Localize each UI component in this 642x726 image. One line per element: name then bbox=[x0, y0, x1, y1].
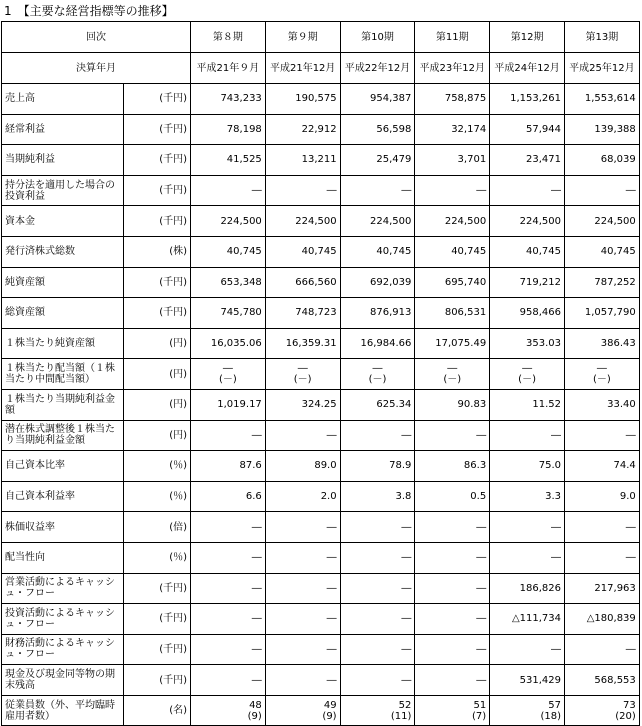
table-row bbox=[2, 359, 640, 390]
row-unit: (名) bbox=[124, 695, 191, 726]
value-cell: 68,039 bbox=[564, 145, 639, 176]
value-cell: 40,745 bbox=[490, 236, 565, 267]
value-cell bbox=[191, 359, 266, 390]
row-label: １株当たり当期純利益金額 bbox=[2, 389, 124, 420]
period-cell: 第９期 bbox=[265, 22, 340, 53]
value-cell: ― bbox=[191, 175, 266, 206]
value-cell: 3.3 bbox=[490, 481, 565, 512]
value-cell bbox=[564, 359, 639, 390]
row-label: 財務活動によるキャッシュ・フロー bbox=[2, 634, 124, 665]
value-cell: 40,745 bbox=[191, 236, 266, 267]
value-cell: 40,745 bbox=[564, 236, 639, 267]
fiscal-date-cell: 平成24年12月 bbox=[490, 53, 565, 84]
table-row bbox=[2, 267, 640, 298]
table-row bbox=[2, 114, 640, 145]
value-cell: 16,035.06 bbox=[191, 328, 266, 359]
value-cell: 3.8 bbox=[340, 481, 415, 512]
value-sub: (20) bbox=[615, 710, 636, 722]
value-cell: ― bbox=[564, 175, 639, 206]
row-unit: (円) bbox=[124, 328, 191, 359]
value-cell bbox=[415, 359, 490, 390]
value-cell: ― bbox=[191, 665, 266, 696]
period-header-row bbox=[2, 22, 640, 53]
value-cell: ― bbox=[564, 512, 639, 543]
row-unit: (千円) bbox=[124, 206, 191, 237]
value-sub: (11) bbox=[390, 710, 412, 722]
value-cell: △180,839 bbox=[564, 604, 639, 635]
value-cell: ― bbox=[265, 573, 340, 604]
period-cell: 第12期 bbox=[490, 22, 565, 53]
value-cell bbox=[191, 695, 266, 726]
value-cell: 1,057,790 bbox=[564, 298, 639, 329]
value-cell: 186,826 bbox=[490, 573, 565, 604]
value-cell: ― bbox=[490, 542, 565, 573]
row-label: 資本金 bbox=[2, 206, 124, 237]
table-row bbox=[2, 695, 640, 726]
value-cell: 16,984.66 bbox=[340, 328, 415, 359]
fiscal-date-cell: 平成22年12月 bbox=[340, 53, 415, 84]
row-label: 投資活動によるキャッシュ・フロー bbox=[2, 604, 124, 635]
value-cell: ― bbox=[265, 512, 340, 543]
value-cell: ― bbox=[340, 573, 415, 604]
value-cell: ― bbox=[415, 420, 490, 451]
value-cell: 386.43 bbox=[564, 328, 639, 359]
value-cell: ― bbox=[564, 420, 639, 451]
row-unit: (％) bbox=[124, 481, 191, 512]
value-cell: ― bbox=[340, 175, 415, 206]
value-cell: 22,912 bbox=[265, 114, 340, 145]
value-cell: ― bbox=[340, 665, 415, 696]
row-label: 経常利益 bbox=[2, 114, 124, 145]
value-cell: 74.4 bbox=[564, 451, 639, 482]
value-cell: 353.03 bbox=[490, 328, 565, 359]
value-cell: 139,388 bbox=[564, 114, 639, 145]
value-cell: 958,466 bbox=[490, 298, 565, 329]
row-unit: (千円) bbox=[124, 604, 191, 635]
value-main: 52 bbox=[398, 699, 412, 711]
value-cell: ― bbox=[265, 604, 340, 635]
value-cell: 32,174 bbox=[415, 114, 490, 145]
value-cell: 87.6 bbox=[191, 451, 266, 482]
table-row bbox=[2, 573, 640, 604]
value-main: ― bbox=[596, 363, 607, 375]
period-cell: 第10期 bbox=[340, 22, 415, 53]
period-cell: 第13期 bbox=[564, 22, 639, 53]
row-unit: (円) bbox=[124, 359, 191, 390]
value-sub: (－) bbox=[293, 374, 312, 386]
value-cell: ― bbox=[340, 634, 415, 665]
value-cell: 23,471 bbox=[490, 145, 565, 176]
value-cell: 16,359.31 bbox=[265, 328, 340, 359]
value-cell: △111,734 bbox=[490, 604, 565, 635]
row-unit: (千円) bbox=[124, 145, 191, 176]
value-cell: ― bbox=[191, 604, 266, 635]
table-row bbox=[2, 604, 640, 635]
row-unit: (千円) bbox=[124, 267, 191, 298]
table-row bbox=[2, 389, 640, 420]
value-sub: (9) bbox=[247, 710, 262, 722]
value-cell bbox=[265, 695, 340, 726]
value-cell: 745,780 bbox=[191, 298, 266, 329]
value-main: 49 bbox=[323, 699, 337, 711]
value-cell bbox=[265, 359, 340, 390]
row-unit: (倍) bbox=[124, 512, 191, 543]
value-cell bbox=[564, 695, 639, 726]
row-label: 持分法を適用した場合の投資利益 bbox=[2, 175, 124, 206]
value-cell: 86.3 bbox=[415, 451, 490, 482]
value-main: ― bbox=[372, 363, 383, 375]
value-cell: ― bbox=[265, 175, 340, 206]
row-unit: (千円) bbox=[124, 573, 191, 604]
row-label: 株価収益率 bbox=[2, 512, 124, 543]
value-cell: ― bbox=[265, 634, 340, 665]
value-cell: 719,212 bbox=[490, 267, 565, 298]
fiscal-date-cell: 平成23年12月 bbox=[415, 53, 490, 84]
table-row bbox=[2, 451, 640, 482]
value-cell: ― bbox=[340, 542, 415, 573]
value-cell: 224,500 bbox=[490, 206, 565, 237]
value-cell: 324.25 bbox=[265, 389, 340, 420]
value-cell: ― bbox=[415, 573, 490, 604]
row-label: 潜在株式調整後１株当たり当期純利益金額 bbox=[2, 420, 124, 451]
section-heading: 1 【主要な経営指標等の推移】 bbox=[4, 4, 174, 18]
value-cell: ― bbox=[265, 542, 340, 573]
table-row bbox=[2, 145, 640, 176]
value-cell: ― bbox=[191, 420, 266, 451]
value-cell: 748,723 bbox=[265, 298, 340, 329]
value-cell: ― bbox=[191, 512, 266, 543]
value-cell: ― bbox=[191, 573, 266, 604]
value-cell: ― bbox=[415, 542, 490, 573]
value-cell: ― bbox=[340, 604, 415, 635]
value-cell bbox=[490, 359, 565, 390]
value-cell: 217,963 bbox=[564, 573, 639, 604]
value-cell: 806,531 bbox=[415, 298, 490, 329]
row-unit: (千円) bbox=[124, 114, 191, 145]
row-label: 総資産額 bbox=[2, 298, 124, 329]
value-cell: ― bbox=[191, 542, 266, 573]
value-cell: 9.0 bbox=[564, 481, 639, 512]
row-unit: (千円) bbox=[124, 175, 191, 206]
value-cell: ― bbox=[490, 175, 565, 206]
value-cell: 40,745 bbox=[340, 236, 415, 267]
fiscal-date-row bbox=[2, 53, 640, 84]
value-cell: 6.6 bbox=[191, 481, 266, 512]
row-label: 配当性向 bbox=[2, 542, 124, 573]
table-row bbox=[2, 84, 640, 115]
row-unit: (千円) bbox=[124, 665, 191, 696]
value-main: ― bbox=[522, 363, 533, 375]
row-unit: (株) bbox=[124, 236, 191, 267]
value-cell: 13,211 bbox=[265, 145, 340, 176]
row-label: 当期純利益 bbox=[2, 145, 124, 176]
value-cell: ― bbox=[415, 604, 490, 635]
table-row bbox=[2, 175, 640, 206]
value-cell: 0.5 bbox=[415, 481, 490, 512]
value-main: ― bbox=[297, 363, 308, 375]
value-cell: 224,500 bbox=[191, 206, 266, 237]
value-cell: ― bbox=[564, 542, 639, 573]
table-row bbox=[2, 298, 640, 329]
value-sub: (－) bbox=[518, 374, 536, 386]
value-cell: ― bbox=[490, 634, 565, 665]
table-row bbox=[2, 328, 640, 359]
value-cell: 224,500 bbox=[265, 206, 340, 237]
row-label: １株当たり配当額（１株当たり中間配当額） bbox=[2, 359, 124, 390]
value-cell: 224,500 bbox=[415, 206, 490, 237]
value-cell: 743,233 bbox=[191, 84, 266, 115]
value-cell: 190,575 bbox=[265, 84, 340, 115]
period-header-label: 回次 bbox=[2, 22, 191, 53]
value-sub: (－) bbox=[368, 374, 387, 386]
value-cell bbox=[340, 359, 415, 390]
fiscal-date-cell: 平成21年12月 bbox=[265, 53, 340, 84]
row-unit: (円) bbox=[124, 389, 191, 420]
value-cell: 41,525 bbox=[191, 145, 266, 176]
value-sub: (－) bbox=[443, 374, 462, 386]
value-sub: (7) bbox=[472, 710, 487, 722]
value-cell: 56,598 bbox=[340, 114, 415, 145]
row-label: 自己資本利益率 bbox=[2, 481, 124, 512]
value-cell: 75.0 bbox=[490, 451, 565, 482]
value-cell: 666,560 bbox=[265, 267, 340, 298]
value-cell: 692,039 bbox=[340, 267, 415, 298]
value-cell: ― bbox=[564, 634, 639, 665]
value-main: ― bbox=[447, 363, 458, 375]
value-cell: 17,075.49 bbox=[415, 328, 490, 359]
value-main: ― bbox=[222, 363, 233, 375]
value-cell: ― bbox=[490, 420, 565, 451]
value-cell bbox=[340, 695, 415, 726]
row-unit: (千円) bbox=[124, 84, 191, 115]
value-cell: 33.40 bbox=[564, 389, 639, 420]
value-cell: ― bbox=[415, 175, 490, 206]
table-row bbox=[2, 481, 640, 512]
row-unit: (％) bbox=[124, 451, 191, 482]
row-label: 純資産額 bbox=[2, 267, 124, 298]
value-cell: 876,913 bbox=[340, 298, 415, 329]
row-unit: (千円) bbox=[124, 634, 191, 665]
value-cell: 1,553,614 bbox=[564, 84, 639, 115]
value-cell: 224,500 bbox=[340, 206, 415, 237]
value-cell: ― bbox=[265, 420, 340, 451]
fiscal-date-label: 決算年月 bbox=[2, 53, 191, 84]
table-row bbox=[2, 236, 640, 267]
table-row bbox=[2, 542, 640, 573]
value-cell: 40,745 bbox=[265, 236, 340, 267]
value-cell: 78,198 bbox=[191, 114, 266, 145]
value-cell: 653,348 bbox=[191, 267, 266, 298]
value-cell: ― bbox=[415, 512, 490, 543]
period-cell: 第11期 bbox=[415, 22, 490, 53]
value-cell: ― bbox=[191, 634, 266, 665]
table-row bbox=[2, 634, 640, 665]
value-cell: 625.34 bbox=[340, 389, 415, 420]
row-label: 発行済株式総数 bbox=[2, 236, 124, 267]
row-label: 営業活動によるキャッシュ・フロー bbox=[2, 573, 124, 604]
row-label: 現金及び現金同等物の期末残高 bbox=[2, 665, 124, 696]
value-cell: 954,387 bbox=[340, 84, 415, 115]
value-sub: (9) bbox=[322, 710, 337, 722]
period-cell: 第８期 bbox=[191, 22, 266, 53]
value-cell: 11.52 bbox=[490, 389, 565, 420]
row-unit: (円) bbox=[124, 420, 191, 451]
fiscal-date-cell: 平成21年９月 bbox=[191, 53, 266, 84]
value-cell bbox=[490, 695, 565, 726]
value-cell: 531,429 bbox=[490, 665, 565, 696]
value-main: 51 bbox=[473, 699, 487, 711]
table-row bbox=[2, 206, 640, 237]
value-sub: (－) bbox=[592, 374, 611, 386]
row-unit: (千円) bbox=[124, 298, 191, 329]
value-cell: 224,500 bbox=[564, 206, 639, 237]
value-cell: 40,745 bbox=[415, 236, 490, 267]
value-cell: 57,944 bbox=[490, 114, 565, 145]
value-sub: (18) bbox=[540, 710, 561, 722]
value-cell: ― bbox=[490, 512, 565, 543]
fiscal-date-cell: 平成25年12月 bbox=[564, 53, 639, 84]
value-cell: 758,875 bbox=[415, 84, 490, 115]
value-cell: 568,553 bbox=[564, 665, 639, 696]
table-row bbox=[2, 512, 640, 543]
value-cell: ― bbox=[340, 420, 415, 451]
row-unit: (％) bbox=[124, 542, 191, 573]
value-sub: (－) bbox=[218, 374, 237, 386]
value-cell bbox=[415, 695, 490, 726]
value-cell: ― bbox=[340, 512, 415, 543]
value-cell: 787,252 bbox=[564, 267, 639, 298]
row-label: 自己資本比率 bbox=[2, 451, 124, 482]
table-row bbox=[2, 665, 640, 696]
value-main: 48 bbox=[249, 699, 262, 711]
value-cell: 1,019.17 bbox=[191, 389, 266, 420]
row-label: 売上高 bbox=[2, 84, 124, 115]
value-cell: ― bbox=[265, 665, 340, 696]
row-label: 従業員数（外、平均臨時雇用者数） bbox=[2, 695, 124, 726]
value-cell: 25,479 bbox=[340, 145, 415, 176]
value-cell: 78.9 bbox=[340, 451, 415, 482]
value-cell: ― bbox=[415, 634, 490, 665]
value-cell: ― bbox=[415, 665, 490, 696]
table-row bbox=[2, 420, 640, 451]
value-cell: 3,701 bbox=[415, 145, 490, 176]
value-cell: 1,153,261 bbox=[490, 84, 565, 115]
value-cell: 89.0 bbox=[265, 451, 340, 482]
value-main: 73 bbox=[623, 699, 636, 711]
value-main: 57 bbox=[548, 699, 561, 711]
row-label: １株当たり純資産額 bbox=[2, 328, 124, 359]
value-cell: 2.0 bbox=[265, 481, 340, 512]
financial-indicators-table bbox=[1, 21, 640, 726]
value-cell: 695,740 bbox=[415, 267, 490, 298]
value-cell: 90.83 bbox=[415, 389, 490, 420]
